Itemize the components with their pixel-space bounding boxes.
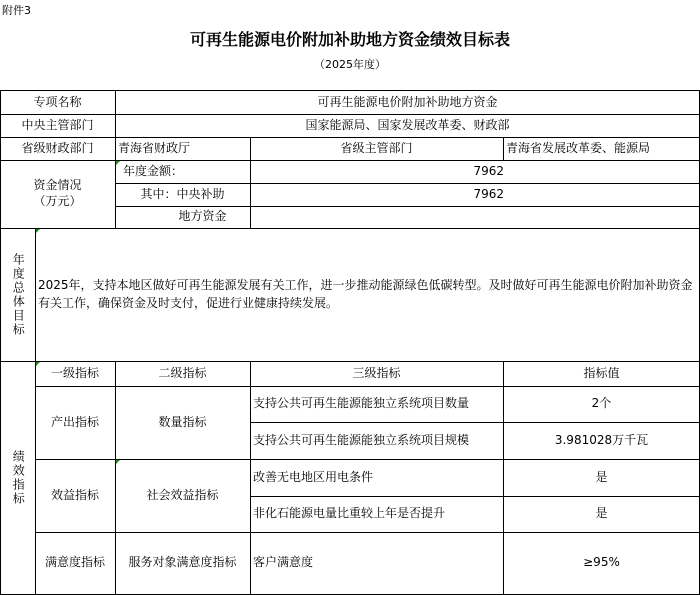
indicator-value: 3.981028万千瓦 (554, 432, 649, 447)
output-indicator: 产出指标 (50, 414, 99, 429)
comment-marker-icon (116, 161, 120, 165)
comment-marker-icon (116, 460, 120, 464)
comment-marker-icon (36, 229, 40, 233)
annual-goal-label: 年度总体目标 (11, 252, 26, 337)
prov-finance-label: 省级财政部门 (21, 140, 94, 155)
project-name-value: 可再生能源电价附加补助地方资金 (317, 94, 498, 109)
indicator-value: ≥95% (583, 555, 620, 570)
year-subtitle: （2025年度） (314, 58, 386, 71)
social-benefit-indicator: 社会效益指标 (146, 487, 219, 502)
page-title: 可再生能源电价附加补助地方资金绩效目标表 (189, 30, 510, 49)
prov-dept-value: 青海省发展改革委、能源局 (506, 140, 651, 155)
central-dept-value: 国家能源局、国家发展改革委、财政部 (305, 117, 510, 132)
comment-marker-icon (36, 362, 40, 366)
local-funds-value (250, 206, 700, 228)
attachment-label: 附件3 (2, 4, 31, 17)
prov-finance-value: 青海省财政厅 (118, 140, 191, 155)
indicator-value: 是 (595, 469, 608, 484)
indicator-value: 是 (595, 506, 608, 521)
table-row: 支持公共可再生能源能独立系统项目规模 (253, 432, 470, 447)
central-subsidy-value: 7962 (473, 186, 504, 201)
benefit-indicator: 效益指标 (50, 487, 99, 502)
central-subsidy-label: 其中：中央补助 (140, 186, 225, 201)
annual-amount-value: 7962 (473, 163, 504, 178)
funds-label: 资金情况 （万元） (33, 178, 82, 208)
table-row: 非化石能源电量比重较上年是否提升 (253, 506, 446, 521)
header-level3: 三级指标 (352, 365, 401, 380)
header-value: 指标值 (583, 365, 620, 380)
quantity-indicator: 数量指标 (158, 414, 207, 429)
performance-label: 绩效指标 (11, 449, 26, 506)
indicator-value: 2个 (591, 396, 612, 411)
header-level1: 一级指标 (50, 365, 99, 380)
table-row: 客户满意度 (253, 555, 314, 570)
project-name-label: 专项名称 (33, 94, 82, 109)
annual-goal-text: 2025年，支持本地区做好可再生能源发展有关工作，进一步推动能源绿色低碳转型。及时做好可再生能源电价附加补助资金有关工作，确保资金及时支付，促进行业健康持续发展。 (38, 278, 693, 310)
header-level2: 二级指标 (158, 365, 207, 380)
satisfaction-indicator: 满意度指标 (44, 555, 105, 570)
central-dept-label: 中央主管部门 (21, 117, 94, 132)
table-row: 支持公共可再生能源能独立系统项目数量 (253, 396, 470, 411)
table-row: 改善无电地区用电条件 (253, 469, 374, 484)
annual-amount-label: 年度金额： (123, 163, 184, 178)
local-funds-label: 地方资金 (178, 209, 227, 224)
prov-dept-label: 省级主管部门 (340, 140, 413, 155)
service-satisfaction-indicator: 服务对象满意度指标 (128, 555, 237, 570)
